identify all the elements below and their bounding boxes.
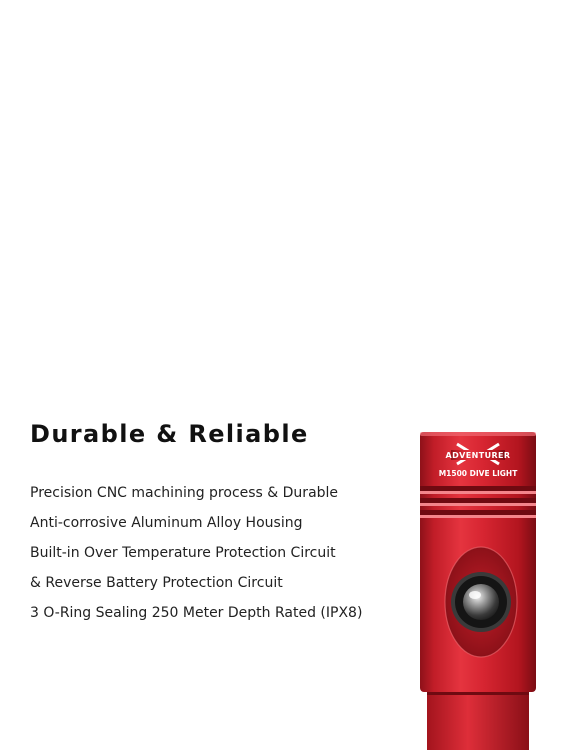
feature-item: Anti-corrosive Aluminum Alloy Housing <box>30 515 303 531</box>
light-handle-tube <box>427 692 529 750</box>
push-button-switch-icon <box>451 572 511 632</box>
model-name: M1500 DIVE LIGHT <box>438 469 518 478</box>
feature-item: 3 O-Ring Sealing 250 Meter Depth Rated (IPX8) <box>30 605 363 621</box>
dive-light-product-image <box>415 430 541 750</box>
feature-item: & Reverse Battery Protection Circuit <box>30 575 283 591</box>
feature-item: Built-in Over Temperature Protection Circuit <box>30 545 336 561</box>
brand-name: ADVENTURER <box>445 451 511 460</box>
headline: Durable & Reliable <box>30 420 309 448</box>
feature-item: Precision CNC machining process & Durable <box>30 485 339 501</box>
cooling-grooves <box>420 486 536 518</box>
feature-list <box>30 478 362 628</box>
